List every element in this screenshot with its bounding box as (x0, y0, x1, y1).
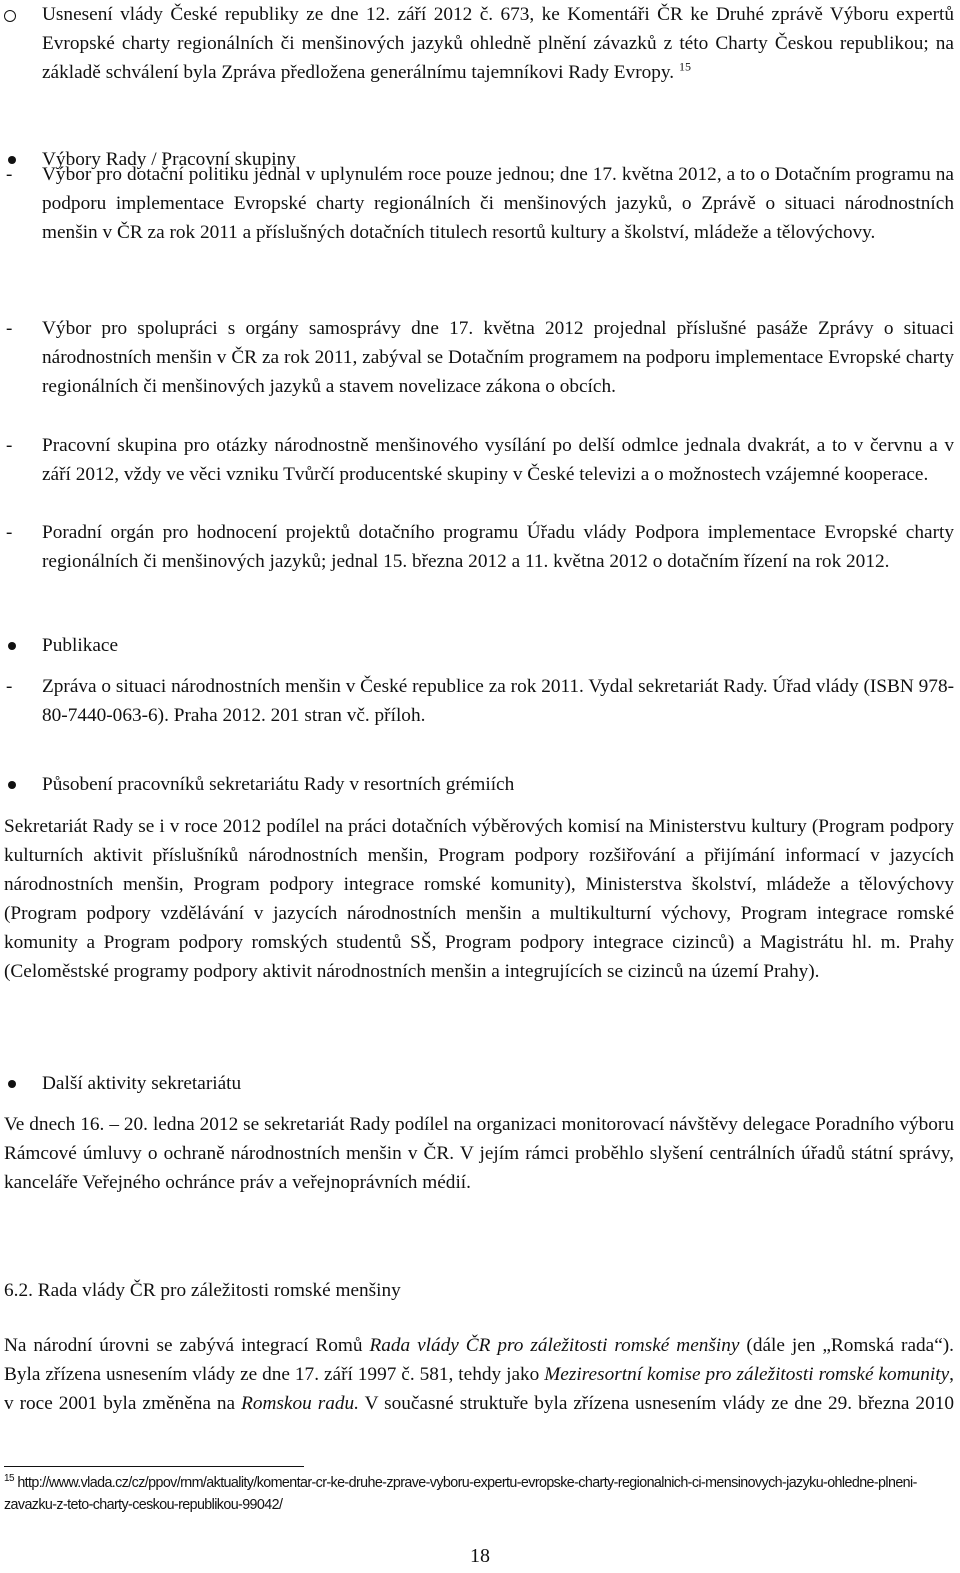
section-heading-other-activities: Další aktivity sekretariátu (42, 1073, 242, 1094)
footnote-number: 15 (4, 1473, 14, 1485)
section-heading-roma-council: 6.2. Rada vlády ČR pro záležitosti romské menšiny (4, 1280, 401, 1301)
circle-bullet-icon (4, 10, 16, 22)
romska-rada-name: Romskou radu. (241, 1393, 359, 1414)
footnote-url[interactable]: http://www.vlada.cz/cz/ppov/rnm/aktuality/komentar-cr-ke-druhe-zprave-vyboru-expertu-evropske-charty-regionalnich-ci-mensinovych-jazyku-ohledne-plneni-zavazku-z-teto-charty-ceskou-republikou-99042/ (4, 1475, 917, 1513)
section-heading-committees: Výbory Rady / Pracovní skupiny (42, 149, 296, 170)
section-heading-publications: Publikace (42, 635, 119, 656)
resolution-paragraph (42, 0, 954, 87)
bullet-icon (8, 781, 16, 789)
secretariat-boards-paragraph: Sekretariát Rady se i v roce 2012 podílel na práci dotačních výběrových komisí na Ministerstvu kultury (Program podpory kulturních aktivit příslušníků národnostních menšin, Program podpory rozšiřování a přijímání informací v jazycích národnostních menšin, Program podpory integrace romské komunity), Ministerstva školství, mládeže a tělovýchovy (Program podpory vzdělávání v jazycích národnostních menšin a multikulturní výchovy, Program integrace romské komunity a Program podpory romských studentů SŠ, Program podpory integrace cizinců) a Magistrátu hl. m. Prahy (Celoměstské programy podpory aktivit národnostních menšin a integrujících se cizinců na území Prahy). (4, 816, 954, 982)
committee-item-1: Výbor pro dotační politiku jednal v uplynulém roce pouze jednou; dne 17. května 2012, a to o Dotačním programu na podporu implementace Evropské charty regionálních či menšinových jazyků, o Zprávě o situaci národnostních menšin v ČR za rok 2011 a příslušných dotačních titulech resortů kultury a školství, mládeže a tělovýchovy. (42, 164, 954, 243)
footnote (4, 1472, 944, 1516)
roma-text-e: , v roce 2001 byla změněna na (4, 1364, 954, 1414)
committee-item-4: Poradní orgán pro hodnocení projektů dotačního programu Úřadu vlády Podpora implementace Evropské charty regionálních či menšinových jazyků; jednal 15. března 2012 a 11. května 2012 o dotačním řízení na rok 2012. (42, 522, 954, 572)
roma-text-a: Na národní úrovni se zabývá integrací Romů (4, 1335, 370, 1356)
resolution-text: Usnesení vlády České republiky ze dne 12. září 2012 č. 673, ke Komentáři ČR ke Druhé zprávě Výboru expertů Evropské charty regionálních či menšinových jazyků ohledně plnění závazků z této Charty Českou republikou; na základě schválení byla Zpráva předložena generálnímu tajemníkovi Rady Evropy. (42, 4, 954, 83)
roma-council-paragraph (4, 1331, 954, 1418)
bullet-icon (8, 642, 16, 650)
publication-item-1: Zpráva o situaci národnostních menšin v České republice za rok 2011. Vydal sekretariát Rady. Úřad vlády (ISBN 978-80-7440-063-6). Praha 2012. 201 stran vč. příloh. (42, 676, 954, 726)
section-heading-secretariat-boards: Působení pracovníků sekretariátu Rady v resortních grémiích (42, 774, 515, 795)
page-number: 18 (470, 1545, 490, 1567)
footnote-divider (4, 1466, 304, 1467)
dash-marker: - (6, 676, 13, 697)
bullet-icon (8, 1080, 16, 1088)
dash-marker: - (6, 435, 13, 456)
roma-text-c: (dále jen „Romská rada“). Byla zřízena usnesením vlády ze dne 17. září 1997 č. 581, tehdy jako (4, 1335, 954, 1385)
other-activities-paragraph: Ve dnech 16. – 20. ledna 2012 se sekretariát Rady podílel na organizaci monitorovací návštěvy delegace Poradního výboru Rámcové úmluvy o ochraně národnostních menšin v ČR. V jejím rámci proběhlo slyšení centrálních úřadů státní správy, kanceláře Veřejného ochránce práv a veřejnoprávních médií. (4, 1114, 954, 1193)
committee-item-3: Pracovní skupina pro otázky národnostně menšinového vysílání po delší odmlce jednala dvakrát, a to v červnu a v září 2012, vždy ve věci vzniku Tvůrčí producentské skupiny v České televizi a o možnostech vzájemné kooperace. (42, 435, 954, 485)
dash-marker: - (6, 522, 13, 543)
roma-council-name: Rada vlády ČR pro záležitosti romské menšiny (369, 1335, 740, 1356)
committee-item-2: Výbor pro spolupráci s orgány samosprávy dne 17. května 2012 projednal příslušné pasáže Zprávy o situaci národnostních menšin v ČR za rok 2011, zabýval se Dotačním programem na podporu implementace Evropské charty regionálních či menšinových jazyků a stavem novelizace zákona o obcích. (42, 318, 954, 397)
dash-marker: - (6, 318, 13, 339)
commission-name: Meziresortní komise pro záležitosti romské komunity (544, 1364, 950, 1385)
footnote-ref-15: 15 (678, 59, 691, 74)
dash-marker: - (6, 164, 13, 185)
roma-text-g: V současné struktuře byla zřízena usnesením vlády ze dne 29. března 2010 (358, 1393, 954, 1414)
